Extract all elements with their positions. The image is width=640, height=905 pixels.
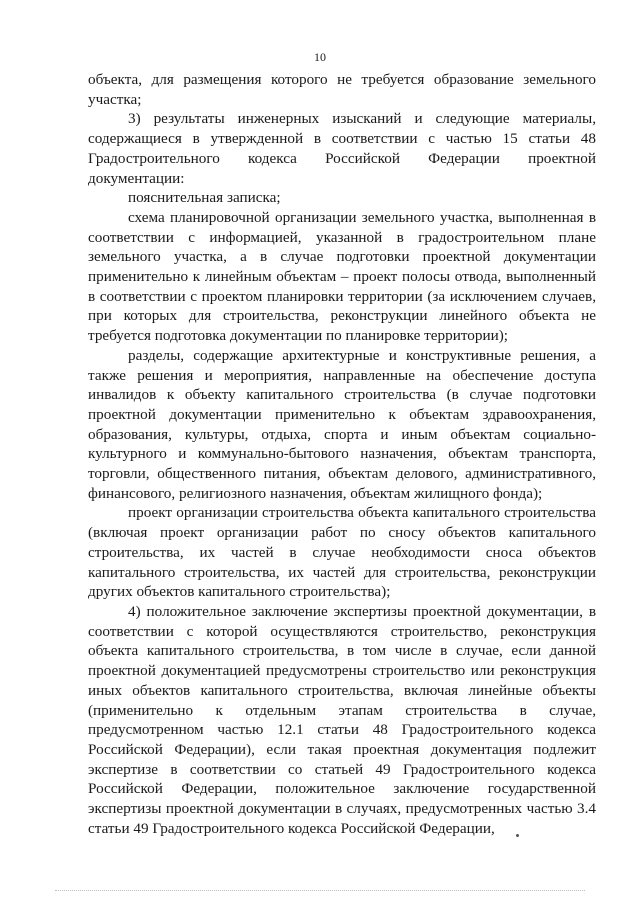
page-number: 10 — [314, 50, 326, 64]
paragraph-architectural-sections: разделы, содержащие архитектурные и конструктивные решения, а также решения и мероприятия, направленные на обеспечение доступа инвалидов к объекту капитального строительства (в случае подготовки проектной документации применительно к объектам здравоохранения, образования, культуры, отдыха, спорта и иным объектам социально-культурного и коммунально-бытового назначения, объектам транспорта, торговли, общественного питания, объектам делового, административного, финансового, религиозного назначения, объектам жилищного фонда); — [88, 346, 596, 502]
paragraph-item-3: 3) результаты инженерных изысканий и следующие материалы, содержащиеся в утвержденной в соответствии с частью 15 статьи 48 Градостроительного кодекса Российской Федерации проектной документации: — [88, 110, 596, 187]
paragraph-continuation: объекта, для размещения которого не требуется образование земельного участка; — [88, 71, 596, 108]
paragraph-site-plan-scheme: схема планировочной организации земельного участка, выполненная в соответствии с информацией, указанной в градостроительном плане земельного участка, а в случае подготовки проектной документации применительно к линейным объектам – проект полосы отвода, выполненный в соответствии с проектом планировки территории (за исключением случаев, при которых для строительства, реконструкции линейного объекта не требуется подготовка документации по планировке территории); — [88, 208, 596, 345]
paragraph-construction-organization: проект организации строительства объекта капитального строительства (включая проект организации работ по сносу объектов капитального строительства, их частей в случае необходимости сноса объектов капитального строительства, их частей для строительства, реконструкции других объектов капитального строительства); — [88, 504, 596, 601]
paragraph-explanatory-note: пояснительная записка; — [128, 189, 281, 207]
document-body — [88, 70, 596, 838]
scan-dot — [516, 834, 519, 837]
paragraph-item-4: 4) положительное заключение экспертизы проектной документации, в соответствии с которой осуществляются строительство, реконструкция объекта капитального строительства, в том числе в случае, если данной проектной документацией предусмотрены строительство или реконструкция иных объектов капитального строительства, включая линейные объекты (применительно к отдельным этапам строительства в случае, предусмотренном частью 12.1 статьи 48 Градостроительного кодекса Российской Федерации), если такая проектная документация подлежит экспертизе в соответствии со статьей 49 Градостроительного кодекса Российской Федерации, положительное заключение государственной экспертизы проектной документации в случаях, предусмотренных частью 3.4 статьи 49 Градостроительного кодекса Российской Федерации, — [88, 602, 596, 837]
scan-edge-artifact — [55, 890, 585, 891]
